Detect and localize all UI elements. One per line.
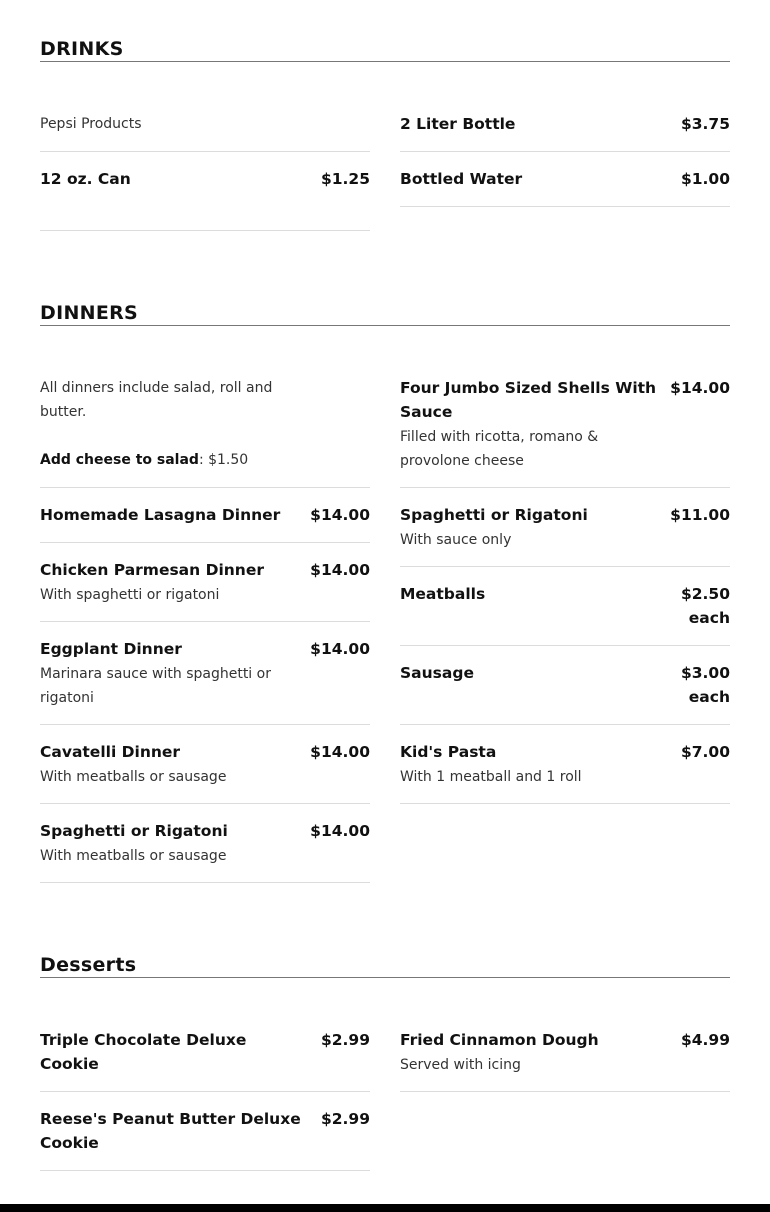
item-name: Triple Chocolate Deluxe Cookie	[40, 1031, 247, 1073]
desserts-section	[40, 950, 730, 1175]
item-name: Fried Cinnamon Dough	[400, 1031, 599, 1049]
item-description: With sauce only	[400, 532, 512, 548]
drinks-divider	[40, 61, 730, 62]
menu-item	[40, 819, 370, 883]
menu-item	[400, 376, 730, 488]
item-description: Filled with ricotta, romano & provolone cheese	[400, 429, 599, 469]
item-price: $14.00	[310, 561, 370, 579]
item-name: Chicken Parmesan Dinner	[40, 561, 264, 579]
menu-item	[400, 167, 730, 207]
menu-item	[40, 503, 370, 543]
menu-item	[40, 740, 370, 804]
dinners-divider	[40, 325, 730, 326]
item-description: With meatballs or sausage	[40, 769, 227, 785]
drinks-pepsi-note-row	[40, 112, 370, 152]
item-price: $4.99	[680, 1031, 730, 1049]
dinners-intro-row	[40, 376, 370, 488]
item-price: $2.99	[320, 1031, 370, 1049]
drinks-section	[40, 34, 730, 234]
menu-item	[400, 582, 730, 646]
item-description: With 1 meatball and 1 roll	[400, 769, 582, 785]
menu-item	[400, 740, 730, 804]
item-price: $14.00	[310, 640, 370, 658]
item-price: $14.00	[670, 379, 730, 397]
menu-item	[400, 503, 730, 567]
cheese-addon-label: Add cheese to salad	[40, 452, 199, 468]
item-price: $11.00	[670, 506, 730, 524]
dinners-title: DINNERS	[40, 302, 139, 324]
item-price: $1.00	[680, 170, 730, 188]
item-price: $14.00	[310, 822, 370, 840]
drinks-title: DRINKS	[40, 38, 124, 60]
dinners-section	[40, 298, 730, 888]
item-name: Eggplant Dinner	[40, 640, 182, 658]
dinners-intro-note: All dinners include salad, roll and butter.	[40, 380, 273, 420]
item-name: Spaghetti or Rigatoni	[400, 506, 588, 524]
menu-item	[40, 558, 370, 622]
item-name: Meatballs	[400, 585, 486, 603]
desserts-title: Desserts	[40, 954, 137, 976]
item-description: With spaghetti or rigatoni	[40, 587, 220, 603]
desserts-divider	[40, 977, 730, 978]
item-name: 2 Liter Bottle	[400, 115, 516, 133]
menu-item	[400, 661, 730, 725]
item-price: $1.25	[320, 170, 370, 188]
menu-item	[40, 1028, 370, 1092]
menu-item	[400, 112, 730, 152]
item-price: $2.50 each	[680, 585, 730, 627]
item-name: 12 oz. Can	[40, 170, 131, 188]
menu-item	[40, 637, 370, 725]
item-name: Cavatelli Dinner	[40, 743, 181, 761]
item-name: Sausage	[400, 664, 474, 682]
menu-item	[400, 1028, 730, 1092]
item-price: $7.00	[680, 743, 730, 761]
item-description: Marinara sauce with spaghetti or rigatoni	[40, 666, 271, 706]
item-price: $14.00	[310, 506, 370, 524]
item-name: Bottled Water	[400, 170, 523, 188]
cheese-addon-note	[40, 448, 248, 472]
item-name: Spaghetti or Rigatoni	[40, 822, 228, 840]
item-name: Reese's Peanut Butter Deluxe Cookie	[40, 1110, 301, 1152]
cheese-addon-price: : $1.50	[198, 452, 249, 468]
item-name: Four Jumbo Sized Shells With Sauce	[400, 379, 657, 421]
item-price: $14.00	[310, 743, 370, 761]
item-price: $2.99	[320, 1110, 370, 1128]
menu-item	[40, 167, 370, 231]
item-name: Homemade Lasagna Dinner	[40, 506, 281, 524]
menu-item	[40, 1107, 370, 1171]
footer-bar	[0, 1204, 770, 1212]
item-price: $3.00 each	[680, 664, 730, 706]
pepsi-products-note: Pepsi Products	[40, 116, 142, 132]
item-description: With meatballs or sausage	[40, 848, 227, 864]
item-description: Served with icing	[400, 1057, 521, 1073]
item-name: Kid's Pasta	[400, 743, 497, 761]
item-price: $3.75	[680, 115, 730, 133]
